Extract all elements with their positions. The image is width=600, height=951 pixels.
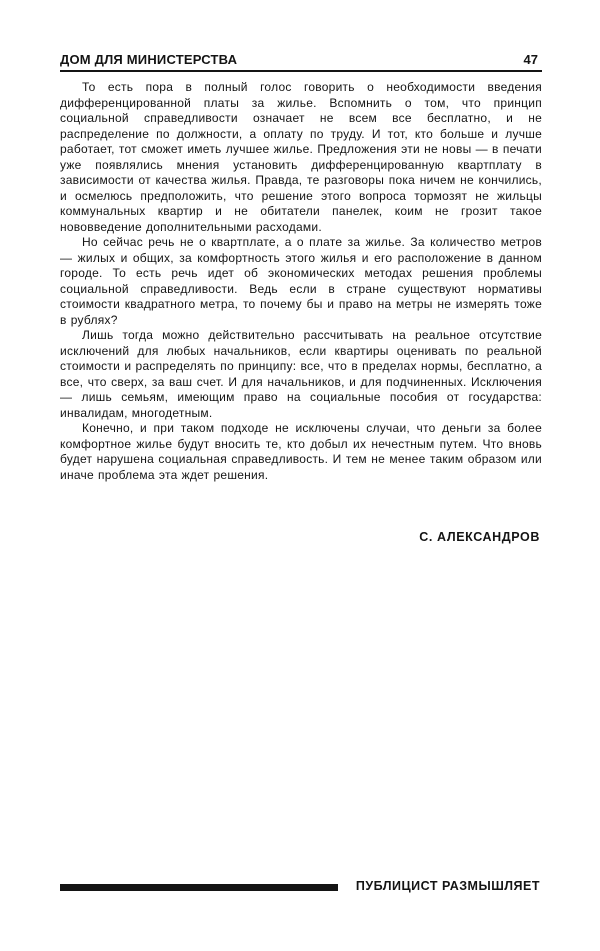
paragraph-1: То есть пора в полный голос говорить о необходимости введения дифференцированной платы за жилье. Вспомнить о том, что принцип социальной справедливости означает не всем все бесплатно, и не распределение по должности, а оплату по труду. И тот, кто больше и лучше работает, тот сможет иметь лучшее жилье. Предложения эти не новы — в печати уже появлялись мнения установить дифференцированную квартплату в зависимости от качества жилья. Правда, те разговоры пока ничем не кончились, и осмелюсь предположить, что решение этого вопроса тормозят не жильцы коммунальных квартир и не обитатели панелек, коим не грозит такое нововведение дополнительными расходами. xyxy=(60,80,542,234)
paragraph-2: Но сейчас речь не о квартплате, а о плате за жилье. За количество метров — жилых и общих, за комфортность этого жилья и его расположение в данном городе. То есть речь идет об экономических методах решения проблемы социальной справедливости. Ведь если в стране существуют нормативы стоимости квадратного метра, то почему бы и право на метры не измерять тоже в рублях? xyxy=(60,235,542,327)
header-rule xyxy=(60,70,542,72)
author-signature: С. АЛЕКСАНДРОВ xyxy=(419,530,540,544)
running-head: ДОМ ДЛЯ МИНИСТЕРСТВА xyxy=(60,52,238,67)
section-title: ПУБЛИЦИСТ РАЗМЫШЛЯЕТ xyxy=(355,879,540,893)
page-header xyxy=(60,52,542,70)
article-body xyxy=(60,80,542,483)
footer-bar xyxy=(60,884,338,891)
paragraph-3: Лишь тогда можно действительно рассчитывать на реальное отсутствие исключений для любых начальников, если квартиры оценивать по реальной стоимости и распределять по принципу: все, что в пределах нормы, бесплатно, а все, что сверх, за ваш счет. И для начальников, и для подчиненных. Исключения — лишь семьям, имеющим право на социальные пособия от государства: инвалидам, многодетным. xyxy=(60,328,542,420)
paragraph-4: Конечно, и при таком подходе не исключены случаи, что деньги за более комфортное жилье будут вносить те, кто добыл их нечестным путем. Что вновь будет нарушена социальная справедливость. И тем не менее таким образом или иначе проблема эта ждет решения. xyxy=(60,421,542,482)
page-number: 47 xyxy=(523,52,538,67)
